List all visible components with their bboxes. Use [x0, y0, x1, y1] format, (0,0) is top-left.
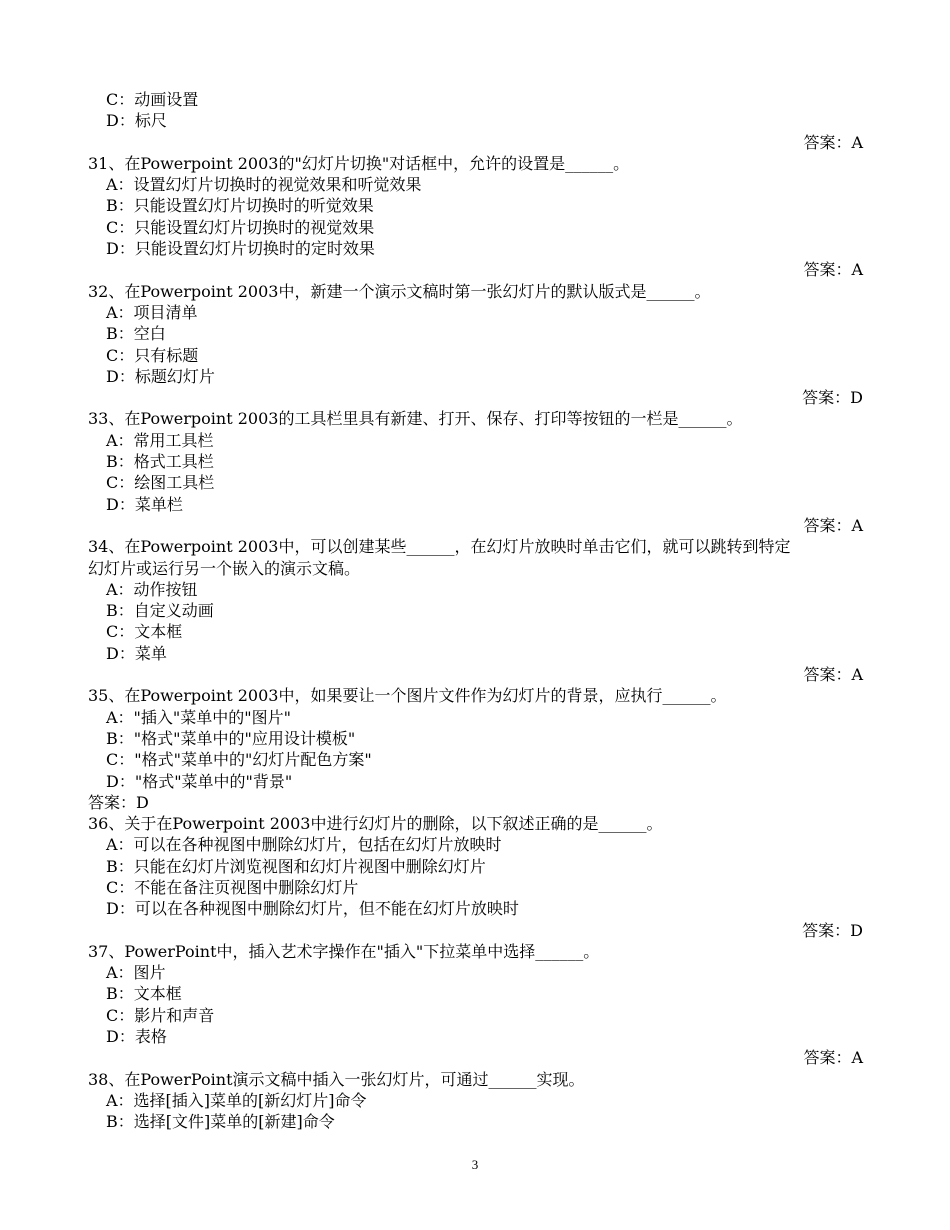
question-line: 34、在Powerpoint 2003中，可以创建某些______，在幻灯片放映时单击它们，就可以跳转到特定: [88, 537, 791, 557]
option-line: A：可以在各种视图中删除幻灯片，包括在幻灯片放映时: [106, 835, 502, 855]
option-line: B："格式"菜单中的"应用设计模板": [106, 728, 356, 748]
page-number: 3: [471, 1157, 479, 1172]
answer-line: 答案：A: [803, 260, 863, 280]
option-line: C：文本框: [106, 622, 183, 642]
option-line: C：只能设置幻灯片切换时的视觉效果: [106, 217, 375, 237]
option-line: B：自定义动画: [106, 601, 214, 621]
option-line: C：只有标题: [106, 345, 199, 365]
option-line: A："插入"菜单中的"图片": [106, 707, 291, 727]
answer-line: 答案：D: [88, 792, 149, 812]
option-line: C：影片和声音: [106, 1005, 215, 1025]
option-line: D：表格: [106, 1027, 167, 1047]
question-line: 33、在Powerpoint 2003的工具栏里具有新建、打开、保存、打印等按钮的一栏是______。: [88, 409, 743, 429]
question-line: 36、关于在Powerpoint 2003中进行幻灯片的删除，以下叙述正确的是______。: [88, 814, 663, 834]
option-line: D：只能设置幻灯片切换时的定时效果: [106, 239, 375, 259]
option-line: B：文本框: [106, 984, 182, 1004]
option-line: D：标题幻灯片: [106, 366, 215, 386]
question-line: 幻灯片或运行另一个嵌入的演示文稿。: [88, 558, 361, 578]
answer-line: 答案：A: [803, 132, 863, 152]
option-line: A：选择[插入]菜单的[新幻灯片]命令: [106, 1090, 367, 1110]
question-line: 32、在Powerpoint 2003中，新建一个演示文稿时第一张幻灯片的默认版式是______。: [88, 281, 711, 301]
answer-line: 答案：A: [803, 1048, 863, 1068]
option-line: C：不能在备注页视图中删除幻灯片: [106, 877, 359, 897]
answer-line: 答案：D: [802, 388, 863, 408]
option-line: D：标尺: [106, 111, 167, 131]
option-line: B：空白: [106, 324, 166, 344]
option-line: D："格式"菜单中的"背景": [106, 771, 293, 791]
option-line: D：菜单: [106, 643, 167, 663]
option-line: D：菜单栏: [106, 494, 183, 514]
option-line: A：图片: [106, 963, 166, 983]
option-line: B：选择[文件]菜单的[新建]命令: [106, 1112, 335, 1132]
document-body: [88, 89, 863, 1133]
answer-line: 答案：D: [802, 920, 863, 940]
answer-line: 答案：A: [803, 665, 863, 685]
option-line: C："格式"菜单中的"幻灯片配色方案": [106, 750, 372, 770]
answer-line: 答案：A: [803, 515, 863, 535]
option-line: A：动作按钮: [106, 579, 198, 599]
option-line: A：项目清单: [106, 302, 198, 322]
option-line: B：只能在幻灯片浏览视图和幻灯片视图中删除幻灯片: [106, 856, 486, 876]
option-line: D：可以在各种视图中删除幻灯片，但不能在幻灯片放映时: [106, 899, 519, 919]
option-line: B：只能设置幻灯片切换时的听觉效果: [106, 196, 374, 216]
question-line: 37、PowerPoint中，插入艺术字操作在"插入"下拉菜单中选择______。: [88, 941, 600, 961]
question-line: 35、在Powerpoint 2003中，如果要让一个图片文件作为幻灯片的背景，应执行______。: [88, 686, 727, 706]
option-line: B：格式工具栏: [106, 452, 214, 472]
option-line: A：设置幻灯片切换时的视觉效果和听觉效果: [106, 175, 422, 195]
question-line: 38、在PowerPoint演示文稿中插入一张幻灯片，可通过______实现。: [88, 1069, 585, 1089]
option-line: A：常用工具栏: [106, 430, 214, 450]
question-line: 31、在Powerpoint 2003的"幻灯片切换"对话框中，允许的设置是______。: [88, 153, 630, 173]
option-line: C：绘图工具栏: [106, 473, 215, 493]
option-line: C：动画设置: [106, 90, 199, 109]
